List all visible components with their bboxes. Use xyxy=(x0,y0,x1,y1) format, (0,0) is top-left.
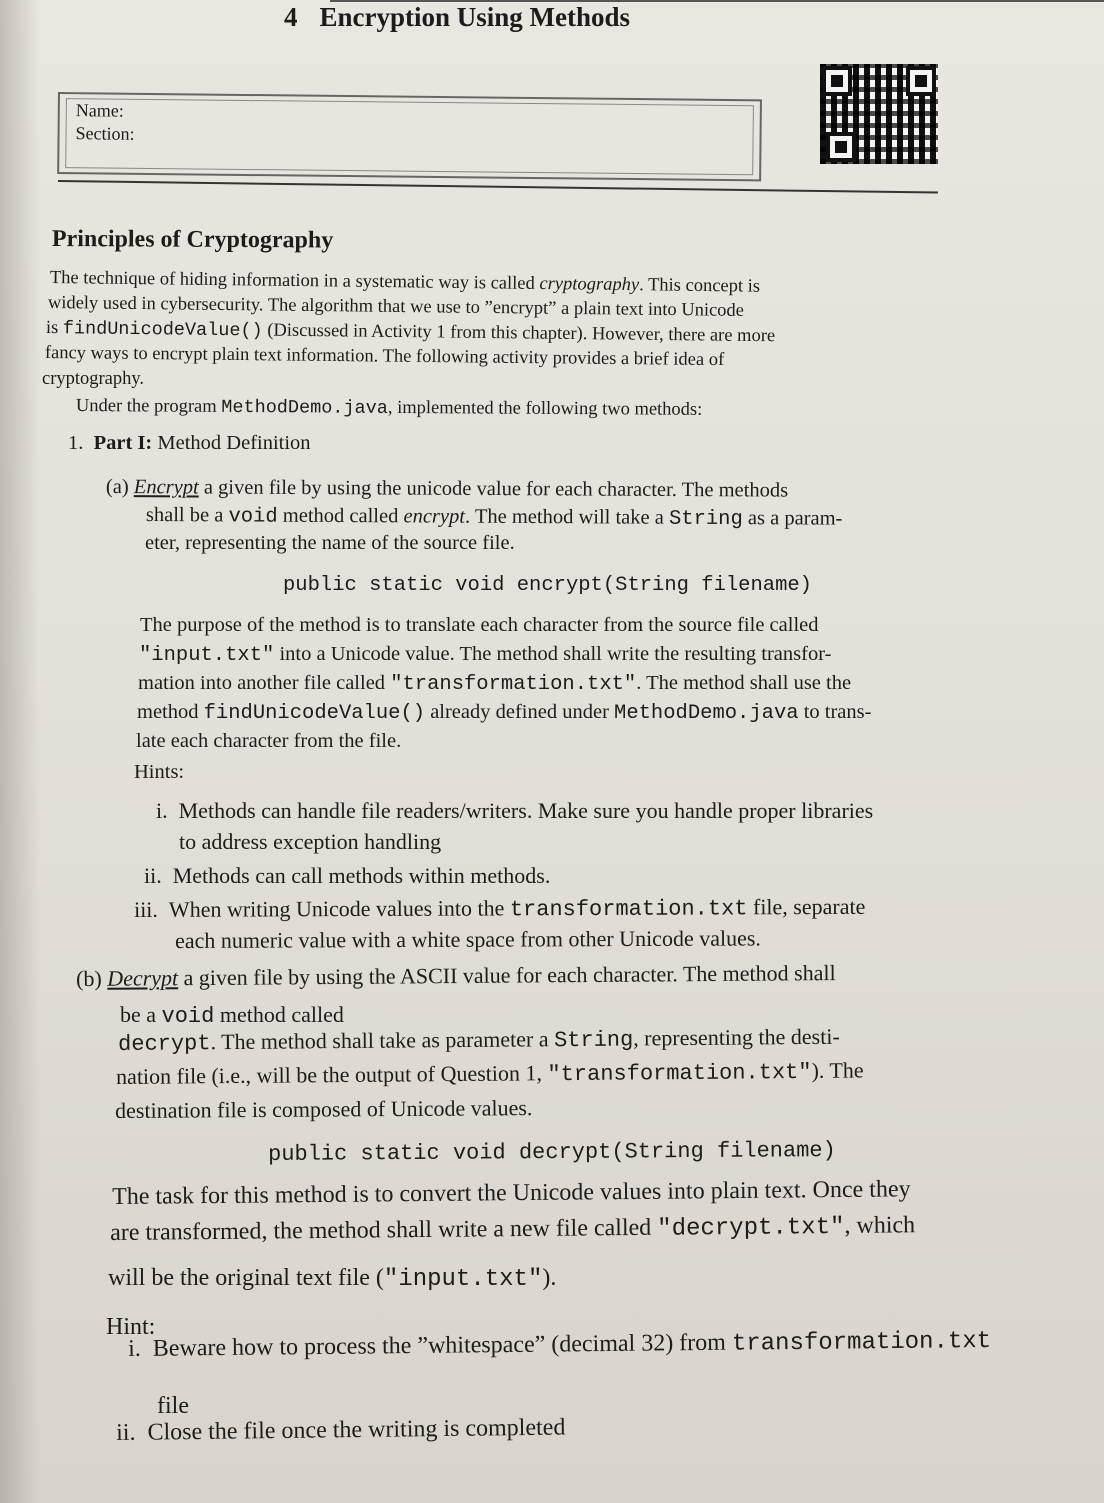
item-b-line-1: (b) Decrypt a given file by using the ASCII value for each character. The method shall xyxy=(76,960,836,991)
qr-finder-bottom-left xyxy=(826,132,856,162)
item-b-para-line-3: will be the original text file ("input.txt"). xyxy=(108,1265,557,1293)
item-a-line-3: eter, representing the name of the source file. xyxy=(145,532,515,554)
section-label: Section: xyxy=(75,123,135,144)
item-b-line-5: destination file is composed of Unicode values. xyxy=(115,1095,533,1123)
item-b-hint-label: Hint: xyxy=(106,1314,156,1340)
item-b-marker: (b) xyxy=(76,965,102,991)
item-b-hint-i-line-1: i. Beware how to process the ”whitespace” (decimal 32) from transformation.txt xyxy=(128,1327,992,1362)
term-cryptography: cryptography xyxy=(539,273,640,296)
item-a-line-2: shall be a void method called encrypt. The method will take a String as a param- xyxy=(145,504,843,532)
item-a-hint-iii-line-1: iii. When writing Unicode values into the transformation.txt file, separate xyxy=(134,893,866,923)
qr-code-icon xyxy=(820,64,938,164)
page-edge-shadow xyxy=(0,0,40,1503)
item-a-line-1: (a) Encrypt a given file by using the unicode value for each character. The methods xyxy=(105,476,789,502)
item-a-para-line-4: method findUnicodeValue() already defined under MethodDemo.java to trans- xyxy=(137,701,872,725)
code-method-demo-java: MethodDemo.java xyxy=(221,396,388,419)
chapter-title-text: Encryption Using Methods xyxy=(319,2,631,32)
item-a-marker: (a) xyxy=(105,476,129,499)
part-1-marker: 1. xyxy=(68,432,84,454)
section-divider xyxy=(58,180,938,194)
part-1-label: Part I: xyxy=(93,432,153,454)
decrypt-signature: public static void decrypt(String filename) xyxy=(268,1138,836,1167)
student-info-inner-border xyxy=(65,98,754,175)
intro-line-6: Under the program MethodDemo.java, implemented the following two methods: xyxy=(75,396,703,420)
item-a-para-line-3: mation into another file called "transformation.txt". The method shall use the xyxy=(138,672,852,696)
intro-line-4: fancy ways to encrypt plain text information. The following activity provides a brief idea of xyxy=(44,343,725,371)
qr-finder-top-left xyxy=(822,66,852,96)
chapter-number: 4 xyxy=(284,2,298,32)
code-find-unicode-value: findUnicodeValue() xyxy=(62,318,263,342)
item-b-line-3: decrypt. The method shall take as parameter a String, representing the desti- xyxy=(118,1023,840,1057)
item-b-para-line-2: are transformed, the method shall write a new file called "decrypt.txt", which xyxy=(110,1212,916,1246)
item-a-hints-label: Hints: xyxy=(134,761,185,783)
encrypt-signature: public static void encrypt(String filename) xyxy=(283,574,812,597)
term-encrypt: Encrypt xyxy=(133,476,199,499)
chapter-title xyxy=(284,2,630,33)
intro-line-1: The technique of hiding information in a systematic way is called cryptography. This concept is xyxy=(49,268,761,297)
intro-line-3: is findUnicodeValue() (Discussed in Activity 1 from this chapter). However, there are more xyxy=(45,318,776,347)
intro-line-2: widely used in cybersecurity. The algorithm that we use to ”encrypt” a plain text into Unicode xyxy=(47,293,745,321)
item-a-para-line-2: "input.txt" into a Unicode value. The method shall write the resulting transfor- xyxy=(139,643,832,667)
item-b-hint-i-line-2: file xyxy=(157,1393,189,1419)
item-a-hint-ii: ii. Methods can call methods within methods. xyxy=(144,863,551,888)
intro-line-5: cryptography. xyxy=(42,369,145,389)
item-a-hint-i-line-1: i. Methods can handle file readers/writers. Make sure you handle proper libraries xyxy=(156,798,874,823)
part-1-title: Method Definition xyxy=(152,432,311,454)
item-a-para-line-5: late each character from the file. xyxy=(136,730,402,752)
qr-finder-top-right xyxy=(906,66,936,96)
section-heading: Principles of Cryptography xyxy=(51,226,334,254)
item-a-hint-iii-line-2: each numeric value with a white space from other Unicode values. xyxy=(175,925,761,953)
item-a-para-line-1: The purpose of the method is to translate each character from the source file called xyxy=(140,614,819,636)
item-b-para-line-1: The task for this method is to convert the Unicode values into plain text. Once they xyxy=(112,1176,911,1210)
student-info-box xyxy=(57,92,762,181)
part-1-heading xyxy=(68,432,311,455)
item-a-hint-i-line-2: to address exception handling xyxy=(179,829,442,854)
item-b-line-2: be a void method called xyxy=(120,1002,344,1029)
term-decrypt: Decrypt xyxy=(107,965,179,991)
name-label: Name: xyxy=(75,100,124,121)
item-b-line-4: nation file (i.e., will be the output of Question 1, "transformation.txt"). The xyxy=(116,1057,864,1089)
item-b-hint-ii: ii. Close the file once the writing is completed xyxy=(116,1414,566,1446)
